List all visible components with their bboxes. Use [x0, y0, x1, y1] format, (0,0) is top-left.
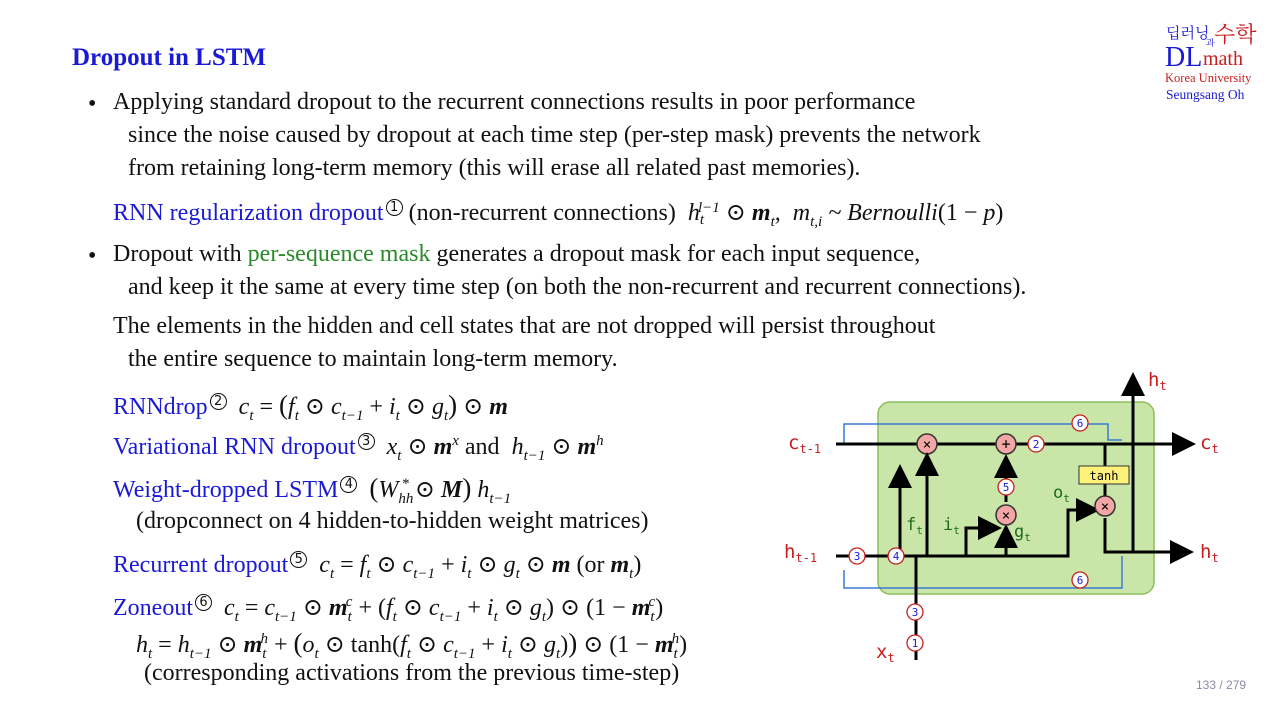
c-out-label: $c_t$	[1200, 432, 1219, 456]
bullet-2-line-1	[113, 241, 920, 268]
rnndrop-label: RNNdrop	[113, 394, 208, 420]
logo-university: Korea University	[1165, 71, 1252, 85]
bullet-1-line-1: Applying standard dropout to the recurrent connections results in poor performance	[113, 89, 916, 115]
rnndrop-line: RNNdrop 2 $c_t = (f_t$ ⊙ $c_{t-1} + i_t$ ⊙ $g_t$) ⊙ m	[113, 390, 508, 424]
bullet-2-line-3: The elements in the hidden and cell states that are not dropped will persist throughout	[113, 313, 936, 339]
svg-text:×: ×	[1100, 499, 1110, 515]
marker-4-diagram: 4	[892, 550, 900, 563]
svg-text:+: +	[1001, 435, 1011, 453]
variational-line: Variational RNN dropout 3 $x_t$ ⊙ $m^x$ and $h_{t-1}$ ⊙ $m^h$	[113, 433, 604, 464]
recurrent-dropout-line: Recurrent dropout 5 $c_t = f_t$ ⊙ $c_{t-1} + i_t$ ⊙ $g_t$ ⊙ m (or $m_t$)	[113, 552, 642, 582]
lstm-cell-diagram	[770, 360, 1250, 670]
zoneout-line: Zoneout 6 $c_t = c_{t-1}$ ⊙ $m_t^c + (f_t$ ⊙ $c_{t-1} + i_t$ ⊙ $g_t$) ⊙ $(1 - m_t^c)$	[113, 594, 664, 625]
recurrent-dropout-label: Recurrent dropout	[113, 552, 289, 578]
lstm-cell-box	[878, 402, 1154, 594]
logo-korean-math: 수학	[1214, 23, 1257, 48]
svg-text:×: ×	[1001, 508, 1011, 524]
bullet-2: •	[88, 243, 97, 269]
bernoulli-label: Bernoulli	[847, 200, 938, 226]
i-gate-label: i	[943, 515, 954, 535]
svg-text:ft: $f_t$	[906, 515, 923, 537]
bullet-2-line-4: the entire sequence to maintain long-term memory.	[128, 346, 618, 372]
marker-1: 1	[386, 199, 403, 216]
marker-5-diagram: 5	[1002, 481, 1010, 494]
x-in-label: $x_t$	[876, 641, 895, 665]
bullet-1-line-3: from retaining long-term memory (this will erase all related past memories).	[128, 155, 861, 181]
bullet-2-post: generates a dropout mask for each input sequence,	[430, 241, 921, 267]
f-gate-label: f	[906, 515, 917, 535]
per-sequence-mask-highlight: per-sequence mask	[247, 241, 431, 267]
h-out-label: $h_t$	[1200, 541, 1219, 565]
bullet-1: •	[88, 91, 97, 117]
svg-text:gt: $g_t$	[1014, 522, 1031, 544]
g-gate-label: g	[1014, 522, 1025, 542]
marker-2: 2	[210, 393, 227, 410]
logo-math: math	[1203, 48, 1243, 70]
weight-dropped-line: Weight-dropped LSTM 4 ($W_{hh}^*$ ⊙ M) $h_{t-1}$	[113, 473, 512, 507]
marker-5: 5	[290, 551, 307, 568]
zoneout-note: (corresponding activations from the previous time-step)	[144, 660, 680, 686]
logo-author: Seungsang Oh	[1166, 87, 1245, 102]
variational-label: Variational RNN dropout	[113, 434, 356, 460]
page-number: 133 / 279	[1196, 678, 1247, 692]
logo-korean-deeplearning: 딥러닝	[1166, 24, 1210, 42]
bullet-1-line-2: since the noise caused by dropout at each time step (per-step mask) prevents the network	[128, 122, 981, 148]
marker-3-x: 3	[911, 606, 919, 619]
rnn-regularization-formula: $h_t^{l-1}$ ⊙ $m_t$, $m_{t,i}$ ~ Bernoulli(1 − p)	[681, 200, 1004, 230]
rnn-regularization-line	[113, 198, 1003, 231]
h-top-label: $h_t$	[1148, 369, 1167, 393]
marker-6-top: 6	[1076, 417, 1084, 430]
bullet-2-line-2: and keep it the same at every time step (on both the non-recurrent and recurrent connections).	[128, 274, 1027, 300]
rnn-regularization-label: RNN regularization dropout	[113, 200, 384, 226]
svg-text:×: ×	[922, 437, 932, 453]
tanh-label: tanh	[1089, 469, 1119, 483]
zoneout-label: Zoneout	[113, 595, 193, 621]
variational-and: and	[464, 434, 500, 460]
bullet-2-pre: Dropout with	[113, 241, 248, 267]
marker-4: 4	[340, 476, 357, 493]
marker-6: 6	[195, 594, 212, 611]
h-prev-label: $h_{t-1}$	[784, 541, 818, 565]
zoneout-formula-h: $h_t = h_{t-1}$ ⊙ $m_t^h + (o_t$ ⊙ $\tanh(f_t$ ⊙ $c_{t-1} + i_t$ ⊙ $g_t$)) ⊙ $(1 - m_t^h)$	[136, 628, 688, 662]
c-prev-label: $c_{t-1}$	[788, 432, 822, 456]
slide-title: Dropout in LSTM	[72, 44, 267, 71]
o-gate-label: o	[1053, 483, 1064, 503]
svg-text:it: $i_t$	[943, 515, 960, 537]
recurrent-dropout-or: (or	[576, 552, 605, 578]
marker-2-diagram: 2	[1032, 438, 1040, 451]
weight-dropped-label: Weight-dropped LSTM	[113, 477, 339, 503]
rnn-regularization-desc: (non-recurrent connections)	[408, 200, 676, 226]
svg-text:ot: $o_t$	[1053, 483, 1070, 505]
weight-dropped-note: (dropconnect on 4 hidden-to-hidden weight matrices)	[136, 508, 649, 534]
marker-3-h: 3	[853, 550, 861, 563]
marker-6-bottom: 6	[1076, 574, 1084, 587]
logo-dl: DL	[1165, 42, 1203, 73]
marker-3: 3	[358, 433, 375, 450]
logo-korean-and: 과	[1206, 39, 1215, 49]
marker-1-diagram: 1	[911, 637, 919, 650]
